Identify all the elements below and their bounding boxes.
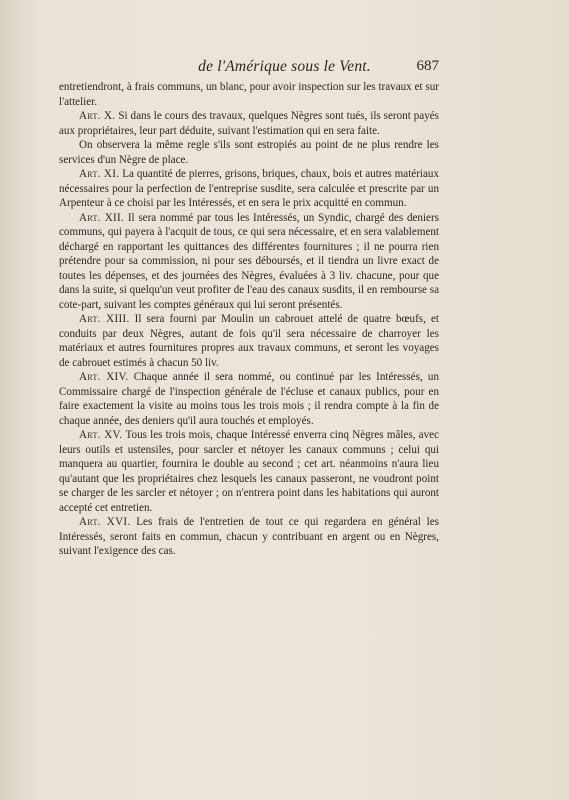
article-label: Art. XII.: [79, 211, 125, 224]
page-body: [59, 80, 439, 559]
paragraph: [59, 80, 439, 109]
article-xv: [59, 428, 439, 515]
article-label: Art. XIV.: [79, 371, 129, 383]
page-header: [0, 58, 569, 82]
article-xiii: [59, 312, 439, 370]
paragraph-text: Il sera nommé par tous les Intéressés, un Syndic, chargé des deniers communs, qui payera à l'acquit de tous, ce qui sera nécessaire, et en sera valablement déchargé en rapportant les quittances des différentes fournitures ; il ne pourra rien prétendre pour sa commission, ni pour ses déboursés, et il tiendra un livre exact de toutes les dépenses, et des journées des Nègres, évaluées à 3 liv. chacune, pour que dans la suite, si quelqu'un veut profiter de l'eau des canaux susdits, il en rembourse sa cote-part, suivant les comptes généraux qui lui seront présentés.: [59, 211, 439, 311]
running-title: de l'Amérique sous le Vent.: [198, 58, 371, 75]
article-label: Art. X.: [79, 110, 116, 122]
paragraph-text: On observera la même regle s'ils sont estropiés au point de ne plus rendre les services d'un Nègre de place.: [59, 139, 439, 166]
article-label: Art. XV.: [79, 429, 123, 441]
paragraph-text: Tous les trois mois, chaque Intéressé enverra cinq Nègres mâles, avec leurs outils et ustensiles, pour sarcler et nétoyer les canaux communs ; celui qui manquera au quartier, fournira le double au second ; cet art. néanmoins n'aura lieu qu'autant que les propriétaires chez lesquels les canaux passeront, ne voudront point se charger de les sarcler et nétoyer ; on n'entrera point dans les habitations qui auront accepté cet entretien.: [59, 429, 439, 514]
article-xvi: [59, 515, 439, 559]
article-label: Art. XIII.: [79, 313, 130, 325]
paragraph-text: Si dans le cours des travaux, quelques Nègres sont tués, ils seront payés aux propriétaires, leur part déduite, suivant l'estimation qui en sera faite.: [59, 110, 439, 137]
article-label: Art. XVI.: [79, 516, 131, 528]
article-xii: [59, 211, 439, 313]
page-number: 687: [416, 58, 439, 74]
article-x: [59, 109, 439, 138]
article-label: Art. XI.: [79, 168, 120, 180]
paragraph-text: entretiendront, à frais communs, un blanc, pour avoir inspection sur les travaux et sur l'attelier.: [59, 81, 439, 108]
paragraph: [59, 138, 439, 167]
paragraph-text: La quantité de pierres, grisons, briques, chaux, bois et autres matériaux nécessaires pour la perfection de l'entreprise susdite, sera calculée et prescrite par un Arpenteur à ce choisi par les Intéressés, et en sera le prix acquitté en commun.: [59, 168, 439, 209]
article-xiv: [59, 370, 439, 428]
paragraph-text: Il sera fourni par Moulin un cabrouet attelé de quatre bœufs, et conduits par deux Nègres, autant de fois qu'il sera nécessaire de charroyer les matériaux et autres fournitures propres aux travaux communs, et seront les voyages de cabrouet estimés à chacun 50 liv.: [59, 313, 440, 369]
paragraph-text: Les frais de l'entretien de tout ce qui regardera en général les Intéressés, seront faits en commun, chacun y contribuant en argent ou en Nègres, suivant l'exigence des cas.: [59, 516, 439, 557]
paragraph-text: Chaque année il sera nommé, ou continué par les Intéressés, un Commissaire chargé de l'inspection générale de l'écluse et canaux publics, pour en faire exactement la visite au moins tous les trois mois ; il rendra compte à la fin de chaque année, des deniers qu'il aura touchés et employés.: [59, 371, 439, 427]
article-xi: [59, 167, 439, 211]
